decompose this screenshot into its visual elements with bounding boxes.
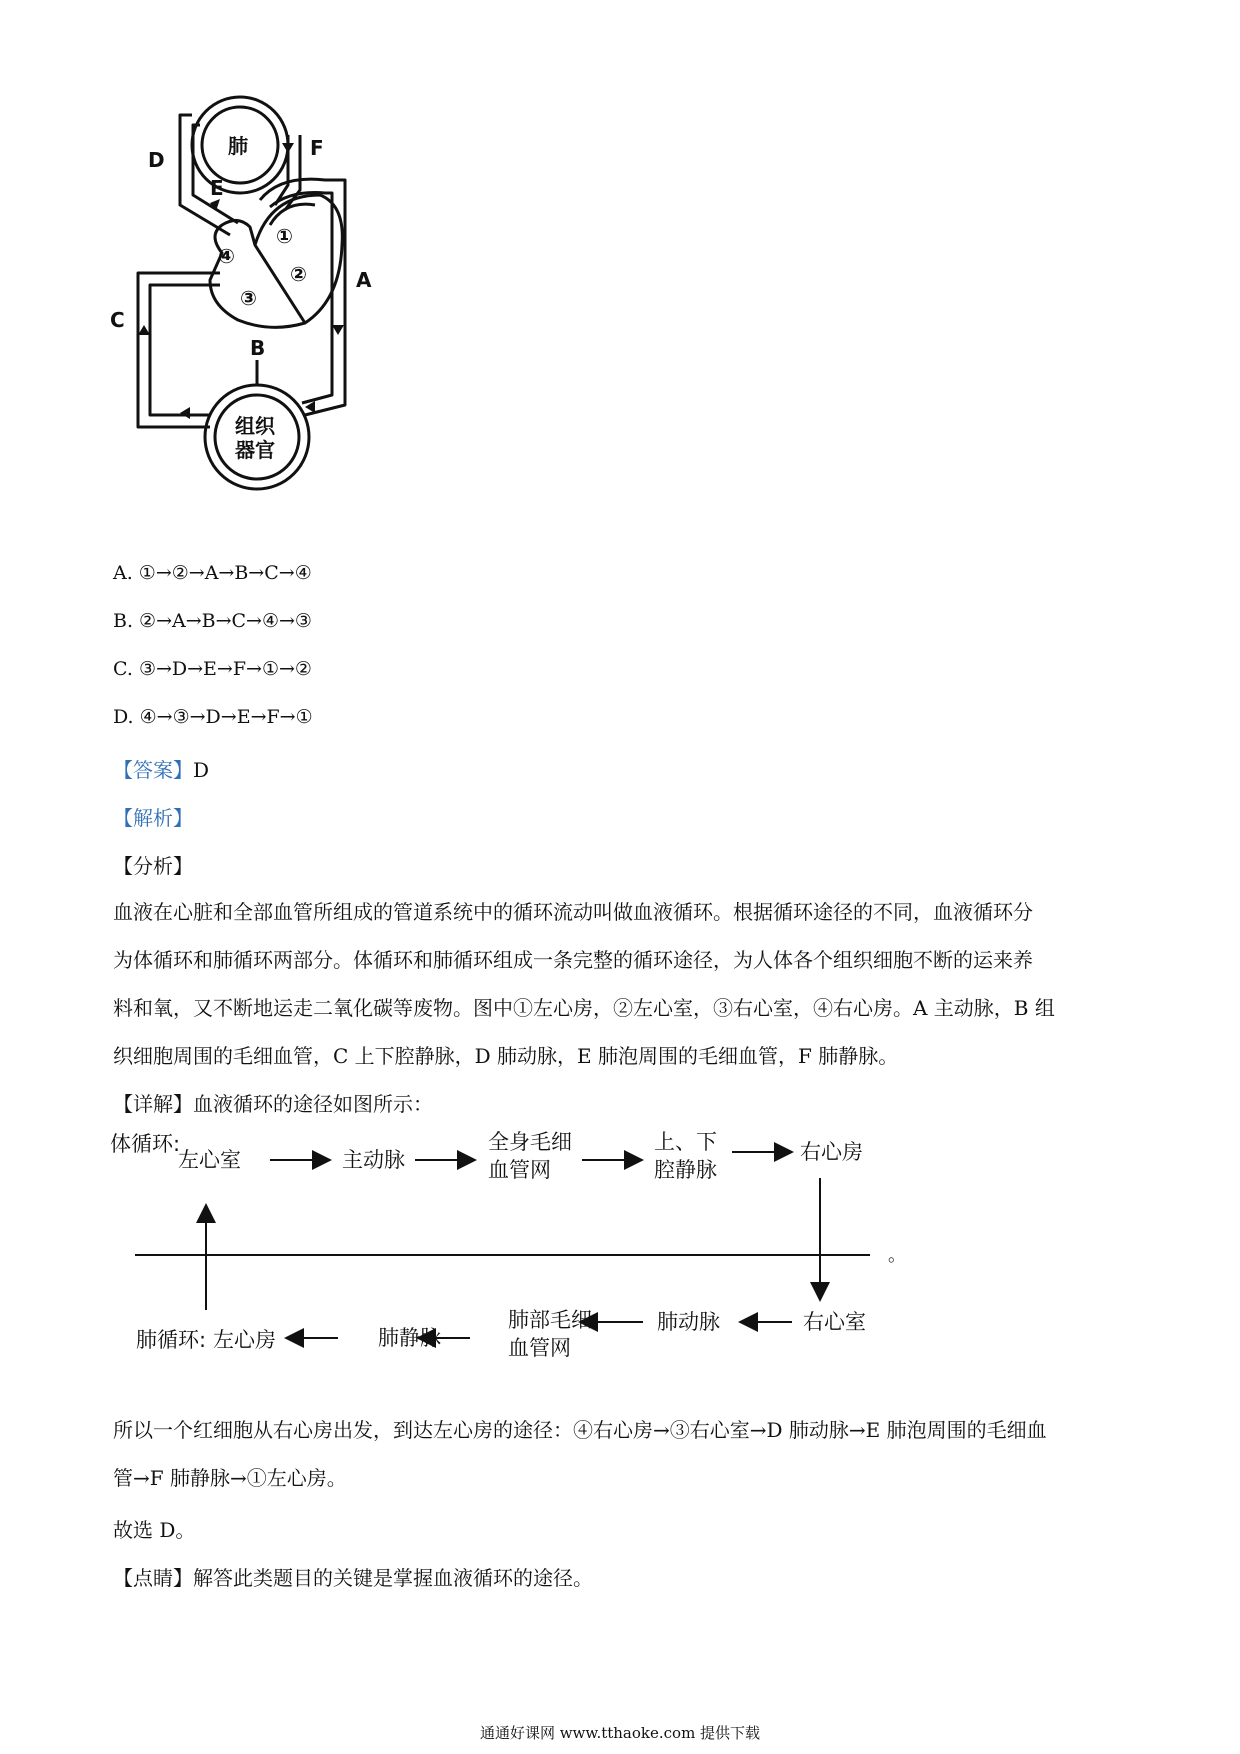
flow-right-atrium: 右心房 (800, 1140, 863, 1164)
systemic-label: 体循环: (110, 1132, 181, 1156)
label-lung: 肺 (228, 134, 248, 158)
detail-text: 血液循环的途径如图所示： (193, 1092, 433, 1116)
answer-line (113, 754, 209, 783)
conclusion-line: 所以一个红细胞从右心房出发，到达左心房的途径：④右心房→③右心室→D 肺动脉→E 肺泡周围的毛细血 (113, 1418, 1047, 1442)
flow-body-capillary-1: 全身毛细 (488, 1130, 572, 1154)
label-n1: ① (276, 224, 293, 248)
flow-left-ventricle: 左心室 (178, 1148, 241, 1172)
label-n4: ④ (218, 244, 235, 268)
label-B: B (250, 336, 266, 360)
flow-lung-capillary-2: 血管网 (508, 1336, 571, 1360)
conclusion-line: 管→F 肺静脉→①左心房。 (113, 1466, 347, 1490)
analysis-line: 织细胞周围的毛细血管，C 上下腔静脉，D 肺动脉，E 肺泡周围的毛细血管，F 肺静脉。 (113, 1044, 899, 1068)
analysis-tag: 【解析】 (113, 806, 193, 830)
option-b: B. ②→A→B→C→④→③ (113, 610, 312, 632)
detail-tag: 【详解】 (113, 1092, 193, 1116)
label-n2: ② (290, 262, 307, 286)
answer-value: D (193, 758, 210, 782)
detail-line (113, 1088, 433, 1117)
option-d: D. ④→③→D→E→F→① (113, 706, 313, 728)
flow-aorta: 主动脉 (342, 1148, 405, 1172)
dianjing-text: 解答此类题目的关键是掌握血液循环的途径。 (193, 1566, 593, 1590)
flow-vena-cava-1: 上、下 (654, 1130, 717, 1154)
flow-lung-capillary-1: 肺部毛细 (508, 1308, 592, 1332)
label-A: A (356, 268, 372, 292)
flow-vena-cava-2: 腔静脉 (654, 1158, 717, 1182)
choose-line: 故选 D。 (113, 1518, 196, 1542)
flow-left-atrium: 左心房 (213, 1328, 276, 1352)
footer-text: 通通好课网 www.tthaoke.com 提供下载 (479, 1724, 761, 1742)
label-C: C (110, 308, 125, 332)
dianjing-tag: 【点睛】 (113, 1566, 193, 1590)
fenxi-tag: 【分析】 (113, 854, 193, 878)
label-E: E (210, 176, 224, 200)
circulation-flow-diagram (110, 1130, 910, 1390)
label-D: D (148, 148, 165, 172)
pulmonary-label: 肺循环: (136, 1328, 207, 1352)
flow-right-ventricle: 右心室 (803, 1310, 866, 1334)
flow-period: 。 (888, 1245, 906, 1266)
label-n3: ③ (240, 286, 257, 310)
label-tissue-1: 组织 (235, 414, 275, 438)
flow-body-capillary-2: 血管网 (488, 1158, 551, 1182)
conclusion-paragraph (113, 1406, 1133, 1502)
flow-pulmonary-artery: 肺动脉 (657, 1310, 720, 1334)
analysis-paragraph (113, 888, 1133, 1080)
analysis-line: 血液在心脏和全部血管所组成的管道系统中的循环流动叫做血液循环。根据循环途径的不同，血液循环分 (113, 900, 1033, 924)
label-tissue-2: 器官 (235, 438, 275, 462)
analysis-line: 料和氧，又不断地运走二氧化碳等废物。图中①左心房，②左心室，③右心室，④右心房。A 主动脉，B 组 (113, 996, 1055, 1020)
answer-tag: 【答案】 (113, 758, 193, 782)
flow-pulmonary-vein: 肺静脉 (378, 1326, 441, 1350)
analysis-line: 为体循环和肺循环两部分。体循环和肺循环组成一条完整的循环途径，为人体各个组织细胞不断的运来养 (113, 948, 1033, 972)
option-a: A. ①→②→A→B→C→④ (113, 562, 312, 584)
circulation-diagram (110, 95, 450, 545)
dianjing-line (113, 1562, 593, 1591)
option-c: C. ③→D→E→F→①→② (113, 658, 312, 680)
label-F: F (310, 136, 324, 160)
